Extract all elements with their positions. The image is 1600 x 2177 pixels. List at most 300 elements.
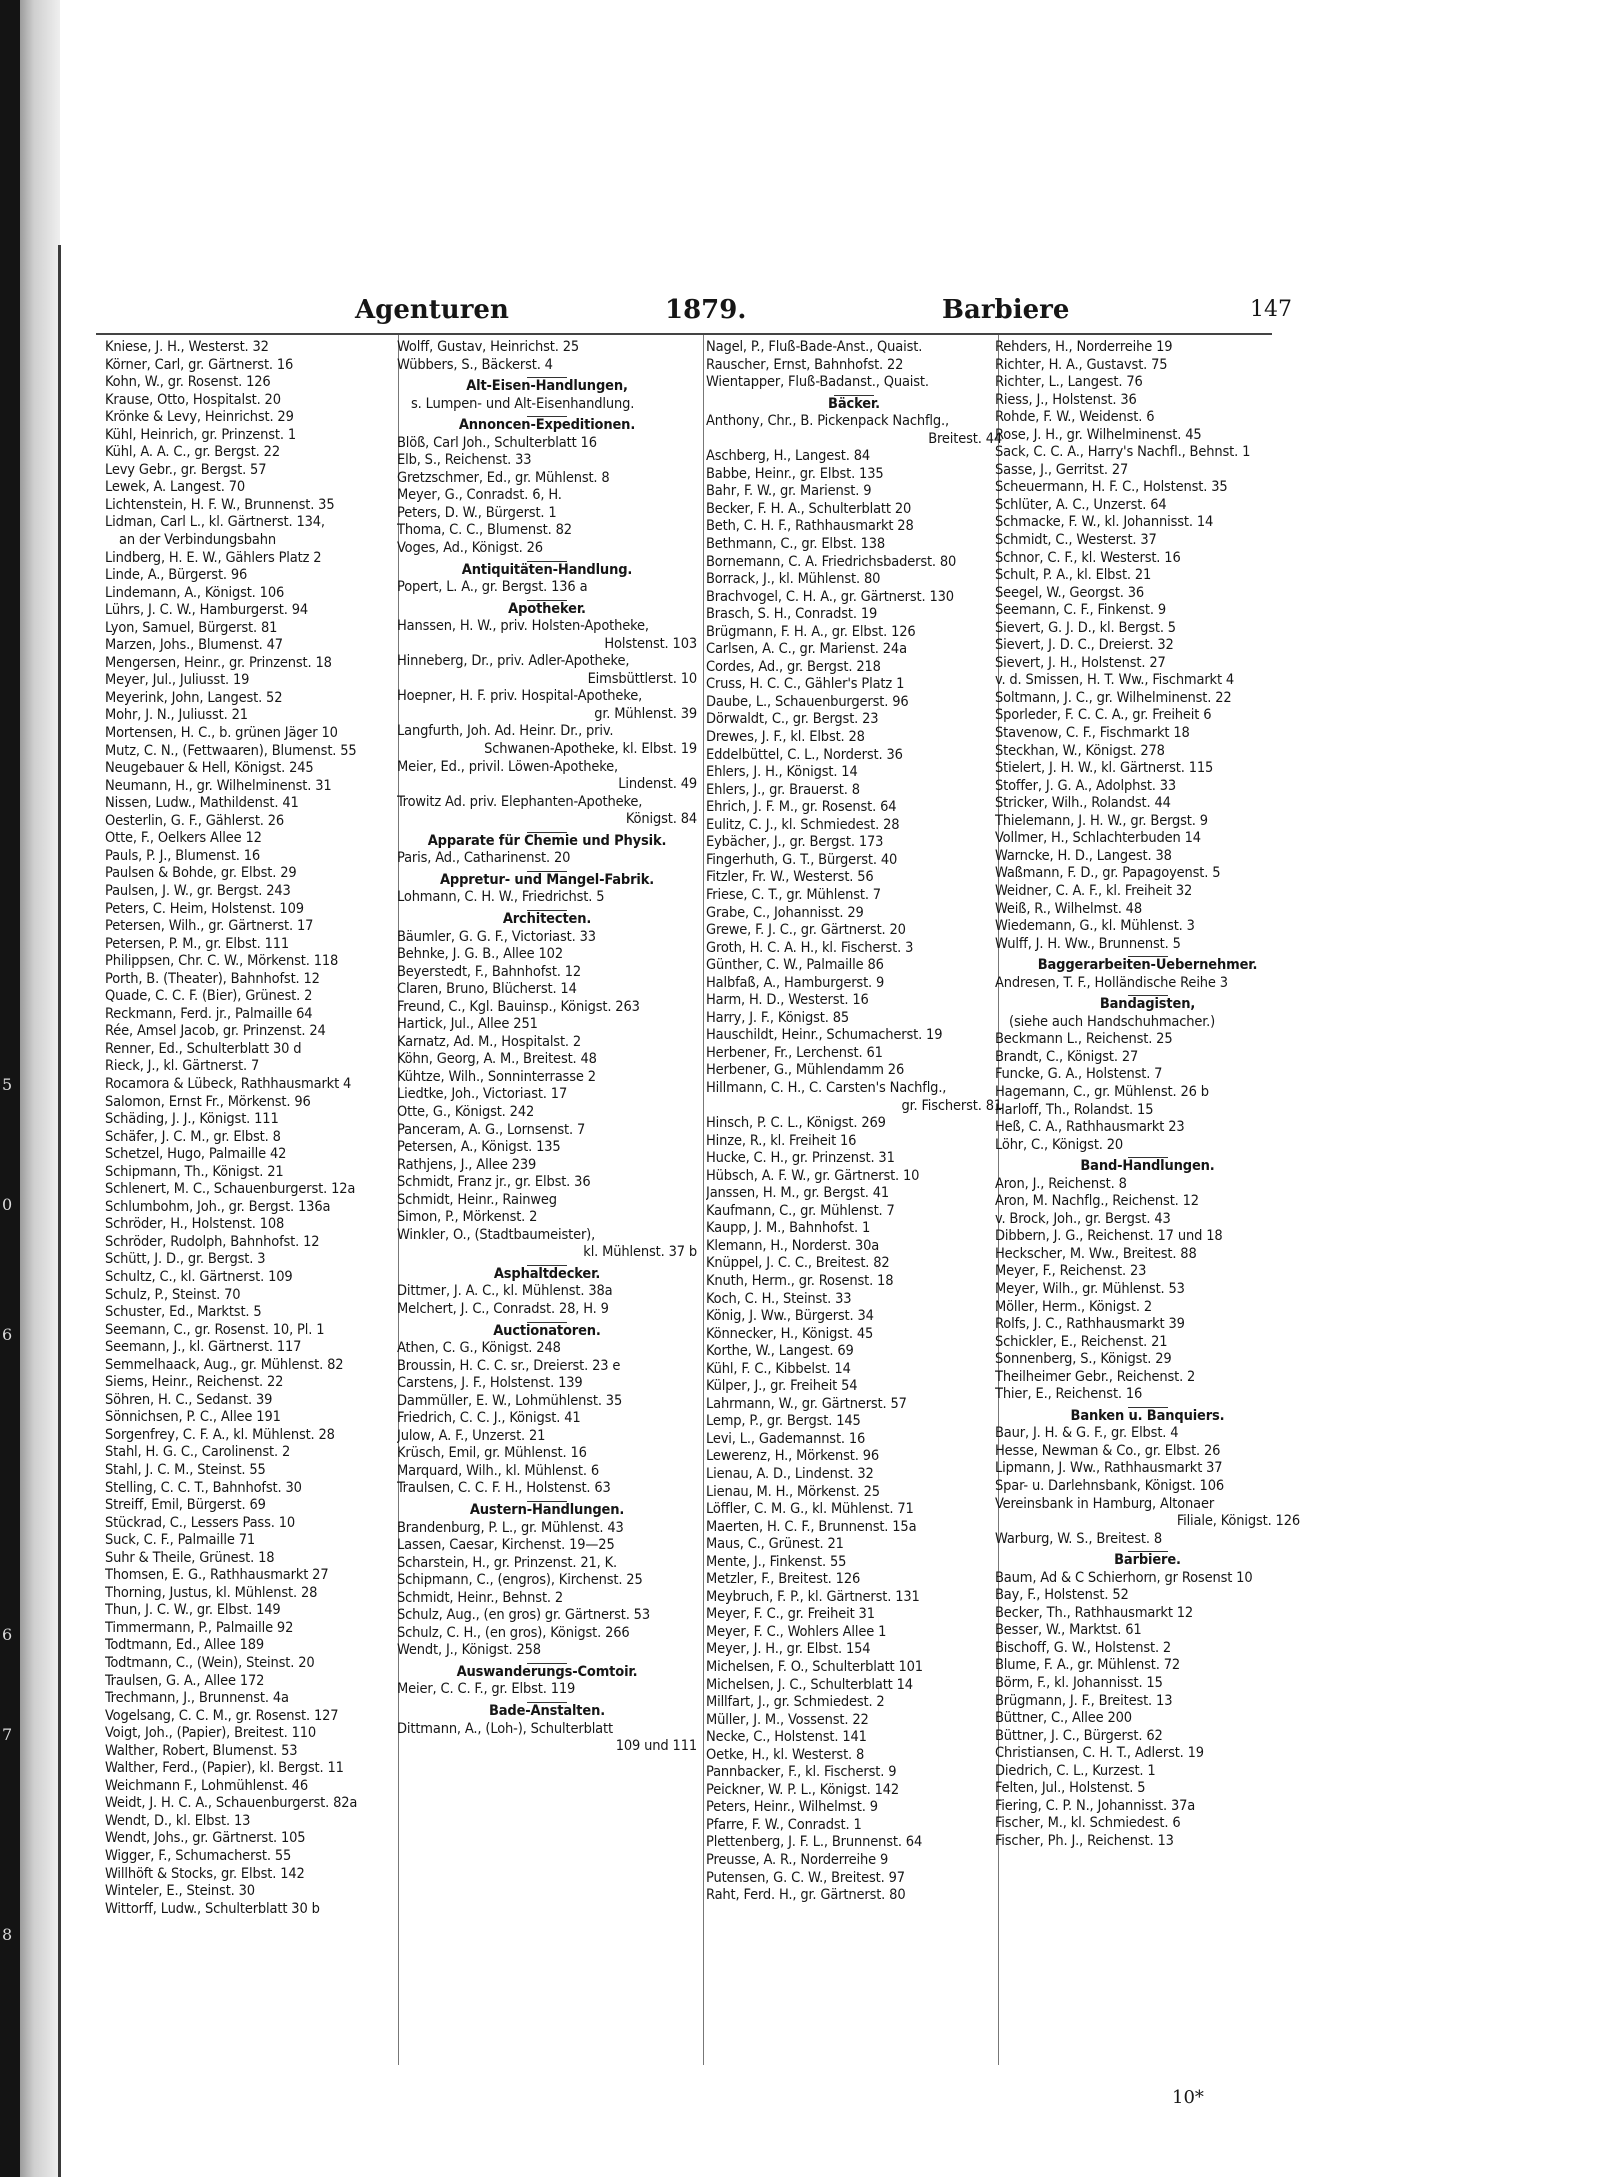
directory-entry: Mutz, C. N., (Fettwaaren), Blumenst. 55 [105,742,357,759]
directory-entry: Thomsen, E. G., Rathhausmarkt 27 [105,1567,329,1584]
entry-continuation: Filiale, Königst. 126 [1176,1513,1300,1530]
directory-entry: Oesterlin, G. F., Gählerst. 26 [105,812,285,829]
section-heading: Bade-Anstalten. [488,1703,606,1720]
directory-entry: Lindberg, H. E. W., Gählers Platz 2 [105,549,322,566]
directory-entry: Thun, J. C. W., gr. Elbst. 149 [105,1602,281,1619]
directory-entry: Blume, F. A., gr. Mühlenst. 72 [995,1657,1181,1674]
directory-entry: Brügmann, F. H. A., gr. Elbst. 126 [706,623,916,640]
directory-entry: Herbener, Fr., Lerchenst. 61 [706,1044,883,1061]
directory-entry: Wendt, Johs., gr. Gärtnerst. 105 [105,1830,306,1847]
directory-entry: Koch, C. H., Steinst. 33 [706,1290,852,1307]
directory-entry: Büttner, J. C., Bürgerst. 62 [995,1727,1163,1744]
section-heading: Apotheker. [508,600,586,617]
directory-entry: Hagemann, C., gr. Mühlenst. 26 b [995,1083,1209,1100]
directory-entry: Meyer, F., Reichenst. 23 [995,1263,1147,1280]
directory-entry: Daube, L., Schauenburgerst. 96 [706,693,909,710]
directory-entry: Lyon, Samuel, Bürgerst. 81 [105,619,278,636]
directory-entry: Schlüter, A. C., Unzerst. 64 [995,496,1167,513]
page-edge-line [58,245,61,2177]
entry-continuation: gr. Fischerst. 81 [901,1097,1002,1114]
directory-entry: Liedtke, Joh., Victoriast. 17 [397,1086,568,1103]
section-heading: Architecten. [502,910,592,927]
entry-continuation: Königst. 84 [625,811,697,828]
directory-column-1 [105,339,395,1918]
directory-entry: Christiansen, C. H. T., Adlerst. 19 [995,1745,1204,1762]
directory-entry: Drewes, J. F., kl. Elbst. 28 [706,729,865,746]
entry-continuation: kl. Mühlenst. 37 b [583,1244,697,1261]
section-heading: Barbiere. [1114,1552,1181,1569]
directory-entry: Harry, J. F., Königst. 85 [706,1009,850,1026]
directory-entry: Bornemann, C. A. Friedrichsbaderst. 80 [706,553,957,570]
section-note: an der Verbindungsbahn [119,532,277,549]
directory-entry: Kühl, Heinrich, gr. Prinzenst. 1 [105,426,297,443]
directory-entry: Hübsch, A. F. W., gr. Gärtnerst. 10 [706,1167,920,1184]
directory-entry: Paris, Ad., Catharinenst. 20 [397,850,571,867]
directory-entry: Sievert, G. J. D., kl. Bergst. 5 [995,619,1176,636]
directory-entry: Lipmann, J. Ww., Rathhausmarkt 37 [995,1460,1223,1477]
directory-entry: Blöß, Carl Joh., Schulterblatt 16 [397,434,597,451]
directory-entry: Lienau, M. H., Mörkenst. 25 [706,1483,880,1500]
directory-entry: Timmermann, P., Palmaille 92 [105,1619,294,1636]
directory-entry: Winkler, O., (Stadtbaumeister), [397,1226,596,1243]
directory-entry: Brügmann, J. F., Breitest. 13 [995,1692,1173,1709]
directory-entry: Meyer, Jul., Juliusst. 19 [105,672,250,689]
directory-entry: Löffler, C. M. G., kl. Mühlenst. 71 [706,1501,914,1518]
directory-entry: Stoffer, J. G. A., Adolphst. 33 [995,777,1177,794]
margin-mark: 7 [2,1725,13,1744]
side-marks [0,0,20,2177]
directory-entry: Putensen, G. C. W., Breitest. 97 [706,1869,905,1886]
directory-entry: Richter, H. A., Gustavst. 75 [995,356,1168,373]
margin-mark: 0 [2,1195,13,1214]
directory-entry: Michelsen, J. C., Schulterblatt 14 [706,1676,913,1693]
entry-continuation: Holstenst. 103 [604,635,697,652]
directory-entry: Suck, C. F., Palmaille 71 [105,1532,255,1549]
directory-entry: Athen, C. G., Königst. 248 [397,1340,561,1357]
entry-continuation: Lindenst. 49 [618,776,697,793]
page-number: 147 [1250,297,1292,322]
directory-entry: Suhr & Theile, Grünest. 18 [105,1549,275,1566]
directory-entry: Todtmann, Ed., Allee 189 [105,1637,265,1654]
directory-entry: Schult, P. A., kl. Elbst. 21 [995,567,1152,584]
directory-entry: Claren, Bruno, Blücherst. 14 [397,981,577,998]
entry-continuation: Eimsbüttlerst. 10 [587,670,697,687]
directory-entry: Lindemann, A., Königst. 106 [105,584,285,601]
section-heading: Bandagisten, [1099,996,1196,1013]
directory-entry: Besser, W., Marktst. 61 [995,1622,1142,1639]
directory-entry: Schmidt, C., Westerst. 37 [995,532,1157,549]
directory-entry: Schmidt, Heinr., Rainweg [397,1191,557,1208]
directory-entry: Simon, P., Mörkenst. 2 [397,1209,538,1226]
section-heading: Band-Handlungen. [1080,1158,1215,1175]
directory-entry: Hillmann, C. H., C. Carsten's Nachflg., [706,1079,947,1096]
directory-entry: Lahrmann, W., gr. Gärtnerst. 57 [706,1395,907,1412]
page-header [95,295,1305,331]
directory-entry: Maerten, H. C. F., Brunnenst. 15a [706,1518,917,1535]
directory-entry: Wittorff, Ludw., Schulterblatt 30 b [105,1900,320,1917]
directory-entry: Friedrich, C. C. J., Königst. 41 [397,1410,581,1427]
directory-entry: Bethmann, C., gr. Elbst. 138 [706,536,886,553]
directory-entry: Philippsen, Chr. C. W., Mörkenst. 118 [105,953,339,970]
directory-entry: Soltmann, J. C., gr. Wilhelminenst. 22 [995,689,1232,706]
directory-entry: Walther, Robert, Blumenst. 53 [105,1742,298,1759]
directory-entry: Hauschildt, Heinr., Schumacherst. 19 [706,1027,943,1044]
directory-entry: Friese, C. T., gr. Mühlenst. 7 [706,886,881,903]
directory-entry: Schäding, J. J., Königst. 111 [105,1111,279,1128]
directory-entry: Börm, F., kl. Johannisst. 15 [995,1675,1163,1692]
directory-entry: Dammüller, E. W., Lohmühlenst. 35 [397,1392,623,1409]
directory-entry: Hinsch, P. C. L., Königst. 269 [706,1115,886,1132]
directory-entry: Lührs, J. C. W., Hamburgerst. 94 [105,602,309,619]
directory-entry: v. Brock, Joh., gr. Bergst. 43 [995,1210,1171,1227]
section-heading: Apparate für Chemie und Physik. [427,832,667,849]
directory-entry: Stavenow, C. F., Fischmarkt 18 [995,725,1190,742]
section-heading: Bäcker. [828,395,880,412]
directory-entry: Walther, Ferd., (Papier), kl. Bergst. 11 [105,1760,344,1777]
directory-entry: Seemann, C. F., Finkenst. 9 [995,602,1166,619]
directory-entry: Semmelhaack, Aug., gr. Mühlenst. 82 [105,1356,344,1373]
directory-entry: Weidt, J. H. C. A., Schauenburgerst. 82a [105,1795,358,1812]
directory-entry: Pfarre, F. W., Conradst. 1 [706,1816,862,1833]
footer-signature: 10* [1172,2087,1204,2108]
section-note: (siehe auch Handschuhmacher.) [1009,1013,1216,1030]
directory-entry: Krönke & Levy, Heinrichst. 29 [105,409,294,426]
directory-entry: Mengersen, Heinr., gr. Prinzenst. 18 [105,654,332,671]
directory-entry: Stückrad, C., Lessers Pass. 10 [105,1514,295,1531]
directory-entry: Otte, G., Königst. 242 [397,1103,535,1120]
directory-entry: Knüppel, J. C. C., Breitest. 82 [706,1255,890,1272]
directory-entry: Meier, Ed., privil. Löwen-Apotheke, [397,758,618,775]
directory-entry: Aron, J., Reichenst. 8 [995,1175,1127,1192]
directory-entry: Rieck, J., kl. Gärtnerst. 7 [105,1058,260,1075]
directory-entry: Langfurth, Joh. Ad. Heinr. Dr., priv. [397,723,614,740]
section-note: s. Lumpen- und Alt-Eisenhandlung. [411,395,635,412]
directory-entry: Hinze, R., kl. Freiheit 16 [706,1132,857,1149]
directory-entry: Riess, J., Holstenst. 36 [995,391,1137,408]
directory-entry: Thielemann, J. H. W., gr. Bergst. 9 [995,812,1208,829]
margin-mark: 5 [2,1075,13,1094]
directory-entry: Kniese, J. H., Westerst. 32 [105,339,269,355]
directory-entry: Stielert, J. H. W., kl. Gärtnerst. 115 [995,760,1214,777]
directory-entry: Streiff, Emil, Bürgerst. 69 [105,1497,266,1514]
directory-entry: Wolff, Gustav, Heinrichst. 25 [397,339,579,355]
section-heading: Auctionatoren. [493,1322,601,1339]
directory-entry: Lichtenstein, H. F. W., Brunnenst. 35 [105,496,335,513]
directory-entry: Felten, Jul., Holstenst. 5 [995,1780,1146,1797]
directory-entry: Funcke, G. A., Holstenst. 7 [995,1066,1163,1083]
directory-entry: Andresen, T. F., Holländische Reihe 3 [995,974,1228,991]
directory-entry: Dibbern, J. G., Reichenst. 17 und 18 [995,1228,1223,1245]
section-heading: Annoncen-Expeditionen. [458,417,636,434]
directory-entry: Anthony, Chr., B. Pickenpack Nachflg., [706,413,949,430]
directory-entry: Sievert, J. D. C., Dreierst. 32 [995,637,1174,654]
directory-entry: Seemann, J., kl. Gärtnerst. 117 [105,1339,302,1356]
directory-column-2 [397,339,697,1756]
directory-entry: Wübbers, S., Bäckerst. 4 [397,356,553,373]
directory-entry: Hesse, Newman & Co., gr. Elbst. 26 [995,1442,1221,1459]
directory-entry: Dörwaldt, C., gr. Bergst. 23 [706,711,879,728]
section-heading: Asphaltdecker. [493,1265,601,1282]
directory-entry: Möller, Herm., Königst. 2 [995,1298,1152,1315]
directory-entry: Rauscher, Ernst, Bahnhofst. 22 [706,356,904,373]
directory-entry: Thoma, C. C., Blumenst. 82 [397,522,572,539]
directory-entry: Popert, L. A., gr. Bergst. 136 a [397,579,588,596]
directory-entry: v. d. Smissen, H. T. Ww., Fischmarkt 4 [995,672,1235,689]
directory-entry: Fischer, Ph. J., Reichenst. 13 [995,1832,1174,1849]
directory-entry: Löhr, C., Königst. 20 [995,1136,1124,1153]
directory-entry: Meier, C. C. F., gr. Elbst. 119 [397,1681,576,1698]
directory-entry: Köhn, Georg, A. M., Breitest. 48 [397,1051,597,1068]
directory-entry: Carstens, J. F., Holstenst. 139 [397,1375,583,1392]
directory-entry: Richter, L., Langest. 76 [995,374,1143,391]
directory-entry: Sasse, J., Gerritst. 27 [995,461,1129,478]
directory-entry: Kühl, F. C., Kibbelst. 14 [706,1360,851,1377]
directory-entry: Schlenert, M. C., Schauenburgerst. 12a [105,1181,356,1198]
directory-entry: Neugebauer & Hell, Königst. 245 [105,760,314,777]
directory-entry: Eulitz, C. J., kl. Schmiedest. 28 [706,816,900,833]
directory-entry: Peters, D. W., Bürgerst. 1 [397,504,557,521]
directory-entry: Knuth, Herm., gr. Rosenst. 18 [706,1272,894,1289]
directory-entry: Meyer, F. C., gr. Freiheit 31 [706,1606,875,1623]
margin-mark: 6 [2,1625,13,1644]
directory-entry: Todtmann, C., (Wein), Steinst. 20 [105,1655,315,1672]
directory-entry: Lienau, A. D., Lindenst. 32 [706,1466,874,1482]
directory-entry: Hucke, C. H., gr. Prinzenst. 31 [706,1150,895,1167]
directory-entry: Heckscher, M. Ww., Breitest. 88 [995,1245,1197,1262]
directory-entry: Schmidt, Franz jr., gr. Elbst. 36 [397,1174,591,1191]
margin-mark: 6 [2,1325,13,1344]
directory-entry: Meyer, G., Conradst. 6, H. [397,487,562,504]
directory-entry: Stricker, Wilh., Rolandst. 44 [995,795,1171,812]
header-right-title: Barbiere [942,295,1070,325]
directory-entry: Schickler, E., Reichenst. 21 [995,1333,1168,1350]
directory-entry: Wientapper, Fluß-Badanst., Quaist. [706,374,929,391]
directory-entry: Stahl, J. C. M., Steinst. 55 [105,1462,266,1478]
directory-entry: Elb, S., Reichenst. 33 [397,452,532,469]
directory-entry: Könnecker, H., Königst. 45 [706,1325,874,1342]
directory-entry: Wendt, D., kl. Elbst. 13 [105,1812,251,1829]
directory-entry: Seegel, W., Georgst. 36 [995,584,1145,601]
directory-entry: Rée, Amsel Jacob, gr. Prinzenst. 24 [105,1023,326,1040]
directory-entry: Wulff, J. H. Ww., Brunnenst. 5 [995,935,1181,952]
directory-entry: Sack, C. C. A., Harry's Nachfl., Behnst. 1 [995,444,1251,461]
directory-entry: Melchert, J. C., Conradst. 28, H. 9 [397,1300,609,1317]
directory-entry: Aron, M. Nachflg., Reichenst. 12 [995,1193,1199,1210]
directory-entry: Petersen, P. M., gr. Elbst. 111 [105,935,290,952]
directory-entry: Petersen, A., Königst. 135 [397,1139,561,1156]
directory-entry: Dittmer, J. A. C., kl. Mühlenst. 38a [397,1283,613,1300]
directory-entry: Schetzel, Hugo, Palmaille 42 [105,1146,287,1163]
directory-entry: König, J. Ww., Bürgerst. 34 [706,1308,874,1325]
directory-entry: Dittmann, A., (Loh-), Schulterblatt [397,1720,613,1737]
directory-entry: Krüsch, Emil, gr. Mühlenst. 16 [397,1445,587,1462]
directory-entry: Kohn, W., gr. Rosenst. 126 [105,374,271,391]
directory-entry: Scheuermann, H. F. C., Holstenst. 35 [995,479,1228,496]
directory-entry: Seemann, C., gr. Rosenst. 10, Pl. 1 [105,1321,325,1338]
header-year: 1879. [665,295,747,325]
directory-entry: Brandt, C., Königst. 27 [995,1048,1139,1065]
directory-entry: Hartick, Jul., Allee 251 [397,1016,538,1033]
directory-entry: Winteler, E., Steinst. 30 [105,1883,255,1900]
entry-continuation: gr. Mühlenst. 39 [594,705,697,722]
directory-entry: Lohmann, C. H. W., Friedrichst. 5 [397,889,605,906]
section-heading: Antiquitäten-Handlung. [461,561,633,578]
header-left-title: Agenturen [355,295,509,325]
directory-entry: Schmidt, Heinr., Behnst. 2 [397,1589,564,1606]
directory-entry: Vollmer, H., Schlachterbuden 14 [995,830,1201,847]
directory-entry: Babbe, Heinr., gr. Elbst. 135 [706,465,884,482]
directory-entry: Bäumler, G. G. F., Victoriast. 33 [397,928,596,945]
directory-entry: Sonnenberg, S., Königst. 29 [995,1351,1172,1368]
directory-entry: Voigt, Joh., (Papier), Breitest. 110 [105,1725,317,1742]
directory-entry: Cordes, Ad., gr. Bergst. 218 [706,658,881,675]
directory-entry: Petersen, Wilh., gr. Gärtnerst. 17 [105,918,314,935]
directory-entry: Lewek, A. Langest. 70 [105,479,246,496]
directory-entry: Trowitz Ad. priv. Elephanten-Apotheke, [397,793,643,810]
section-heading: Austern-Handlungen. [469,1502,625,1518]
directory-entry: Mohr, J. N., Juliusst. 21 [105,707,248,724]
directory-entry: Rehders, H., Norderreihe 19 [995,339,1173,355]
directory-entry: Waßmann, F. D., gr. Papagoyenst. 5 [995,865,1221,882]
directory-entry: Karnatz, Ad. M., Hospitalst. 2 [397,1033,582,1050]
directory-entry: Borrack, J., kl. Mühlenst. 80 [706,571,881,588]
directory-entry: Pauls, P. J., Blumenst. 16 [105,847,261,864]
directory-entry: Baur, J. H. & G. F., gr. Elbst. 4 [995,1425,1179,1442]
directory-entry: Schultz, C., kl. Gärtnerst. 109 [105,1268,293,1285]
directory-entry: Linde, A., Bürgerst. 96 [105,567,248,584]
directory-entry: Traulsen, G. A., Allee 172 [105,1672,265,1689]
directory-entry: Schütt, J. D., gr. Bergst. 3 [105,1251,266,1268]
directory-entry: Becker, F. H. A., Schulterblatt 20 [706,500,912,517]
directory-entry: Meyer, F. C., Wohlers Allee 1 [706,1623,887,1640]
directory-entry: Theilheimer Gebr., Reichenst. 2 [995,1368,1196,1385]
directory-entry: Baum, Ad & C Schierhorn, gr Rosenst 10 [995,1569,1253,1586]
directory-entry: Brachvogel, C. H. A., gr. Gärtnerst. 130 [706,588,954,605]
directory-entry: Beckmann L., Reichenst. 25 [995,1031,1173,1048]
entry-continuation: 109 und 111 [615,1738,697,1755]
directory-entry: Marquard, Wilh., kl. Mühlenst. 6 [397,1462,599,1479]
directory-entry: Sönnichsen, P. C., Allee 191 [105,1409,281,1426]
directory-entry: Grewe, F. J. C., gr. Gärtnerst. 20 [706,922,906,939]
directory-entry: Heß, C. A., Rathhausmarkt 23 [995,1119,1185,1136]
directory-entry: Külper, J., gr. Freiheit 54 [706,1378,858,1395]
section-heading: Alt-Eisen-Handlungen, [466,378,628,395]
directory-entry: Oetke, H., kl. Westerst. 8 [706,1746,865,1763]
directory-entry: Lassen, Caesar, Kirchenst. 19—25 [397,1537,615,1554]
directory-entry: Nissen, Ludw., Mathildenst. 41 [105,795,299,812]
directory-entry: Neumann, H., gr. Wilhelminenst. 31 [105,777,332,794]
directory-entry: Reckmann, Ferd. jr., Palmaille 64 [105,1005,313,1022]
directory-entry: Pannbacker, F., kl. Fischerst. 9 [706,1764,897,1781]
directory-entry: Fingerhuth, G. T., Bürgerst. 40 [706,851,898,868]
directory-entry: Scharstein, H., gr. Prinzenst. 21, K. [397,1554,618,1571]
directory-entry: Rathjens, J., Allee 239 [397,1156,537,1173]
directory-entry: Nagel, P., Fluß-Bade-Anst., Quaist. [706,339,923,355]
directory-entry: Plettenberg, J. F. L., Brunnenst. 64 [706,1834,923,1851]
directory-entry: Sporleder, F. C. C. A., gr. Freiheit 6 [995,707,1212,724]
directory-entry: Lewerenz, H., Mörkenst. 96 [706,1448,880,1465]
directory-entry: Janssen, H. M., gr. Bergst. 41 [706,1185,890,1202]
directory-entry: Cruss, H. C. C., Gähler's Platz 1 [706,676,905,693]
directory-entry: Kühtze, Wilh., Sonninterrasse 2 [397,1068,596,1085]
directory-entry: Millfart, J., gr. Schmiedest. 2 [706,1694,885,1711]
directory-entry: Schipmann, C., (engros), Kirchenst. 25 [397,1572,643,1589]
directory-entry: Spar- u. Darlehnsbank, Königst. 106 [995,1478,1224,1494]
directory-entry: Schnor, C. F., kl. Westerst. 16 [995,549,1181,566]
directory-entry: Brandenburg, P. L., gr. Mühlenst. 43 [397,1519,624,1536]
directory-entry: Schröder, H., Holstenst. 108 [105,1216,285,1233]
directory-entry: Siems, Heinr., Reichenst. 22 [105,1374,284,1391]
directory-entry: Thier, E., Reichenst. 16 [995,1386,1143,1403]
header-rule [96,333,1272,335]
directory-entry: Freund, C., Kgl. Bauinsp., Königst. 263 [397,998,640,1015]
directory-entry: Quade, C. C. F. (Bier), Grünest. 2 [105,988,313,1005]
directory-entry: Söhren, H. C., Sedanst. 39 [105,1391,273,1408]
directory-entry: Paulsen, J. W., gr. Bergst. 243 [105,882,291,899]
directory-entry: Steckhan, W., Königst. 278 [995,742,1165,759]
page-gutter-shadow [20,0,60,2177]
directory-entry: Grabe, C., Johannisst. 29 [706,904,864,921]
column-rule [703,335,704,2065]
directory-entry: Warburg, W. S., Breitest. 8 [995,1530,1163,1547]
directory-entry: Günther, C. W., Palmaille 86 [706,957,884,974]
directory-entry: Meybruch, F. P., kl. Gärtnerst. 131 [706,1588,920,1605]
directory-entry: Hanssen, H. W., priv. Holsten-Apotheke, [397,618,649,635]
directory-entry: Aschberg, H., Langest. 84 [706,448,871,465]
directory-entry: Stahl, H. G. C., Carolinenst. 2 [105,1444,291,1461]
directory-entry: Maus, C., Grünest. 21 [706,1536,844,1553]
directory-entry: Eddelbüttel, C. L., Norderst. 36 [706,746,903,763]
directory-entry: Traulsen, C. C. F. H., Holstenst. 63 [397,1480,611,1497]
directory-entry: Schmacke, F. W., kl. Johannisst. 14 [995,514,1214,531]
directory-entry: Ehlers, J. H., Königst. 14 [706,764,858,781]
directory-entry: Becker, Th., Rathhausmarkt 12 [995,1604,1194,1621]
directory-entry: Büttner, C., Allee 200 [995,1710,1132,1727]
directory-entry: Michelsen, F. O., Schulterblatt 101 [706,1659,923,1676]
directory-entry: Fitzler, Fr. W., Westerst. 56 [706,869,874,886]
directory-entry: Behnke, J. G. B., Allee 102 [397,946,563,963]
directory-entry: Lidman, Carl L., kl. Gärtnerst. 134, [105,514,325,531]
directory-entry: Schulz, Aug., (en gros) gr. Gärtnerst. 53 [397,1607,650,1624]
directory-entry: Peters, Heinr., Wilhelmst. 9 [706,1799,878,1816]
directory-entry: Schulz, C. H., (en gros), Königst. 266 [397,1624,630,1641]
directory-entry: Sorgenfrey, C. F. A., kl. Mühlenst. 28 [105,1426,335,1443]
directory-entry: Julow, A. F., Unzerst. 21 [397,1427,546,1444]
directory-entry: Thorning, Justus, kl. Mühlenst. 28 [105,1584,318,1601]
directory-entry: Salomon, Ernst Fr., Mörkenst. 96 [105,1093,311,1110]
directory-entry: Preusse, A. R., Norderreihe 9 [706,1852,889,1869]
directory-entry: Metzler, F., Breitest. 126 [706,1571,861,1588]
directory-entry: Bischoff, G. W., Holstenst. 2 [995,1639,1172,1656]
directory-entry: Trechmann, J., Brunnenst. 4a [105,1690,289,1707]
directory-entry: Schlumbohm, Joh., gr. Bergst. 136a [105,1198,331,1215]
margin-mark: 8 [2,1925,13,1944]
directory-entry: Levy Gebr., gr. Bergst. 57 [105,461,267,478]
directory-entry: Lemp, P., gr. Bergst. 145 [706,1413,861,1430]
section-heading: Appretur- und Mangel-Fabrik. [439,871,655,888]
directory-entry: Weiß, R., Wilhelmst. 48 [995,900,1142,917]
directory-entry: Peters, C. Heim, Holstenst. 109 [105,900,304,917]
directory-entry: Kaufmann, C., gr. Mühlenst. 7 [706,1202,895,1219]
section-heading: Banken u. Banquiers. [1070,1407,1225,1424]
directory-entry: Wendt, J., Königst. 258 [397,1642,541,1659]
directory-entry: Warncke, H. D., Langest. 38 [995,847,1172,864]
directory-entry: Mente, J., Finkenst. 55 [706,1553,847,1570]
directory-entry: Krause, Otto, Hospitalst. 20 [105,391,281,408]
section-heading: Baggerarbeiten-Uebernehmer. [1037,957,1258,974]
directory-entry: Schäfer, J. C. M., gr. Elbst. 8 [105,1128,281,1145]
directory-entry: Fiering, C. P. N., Johannisst. 37a [995,1797,1196,1814]
